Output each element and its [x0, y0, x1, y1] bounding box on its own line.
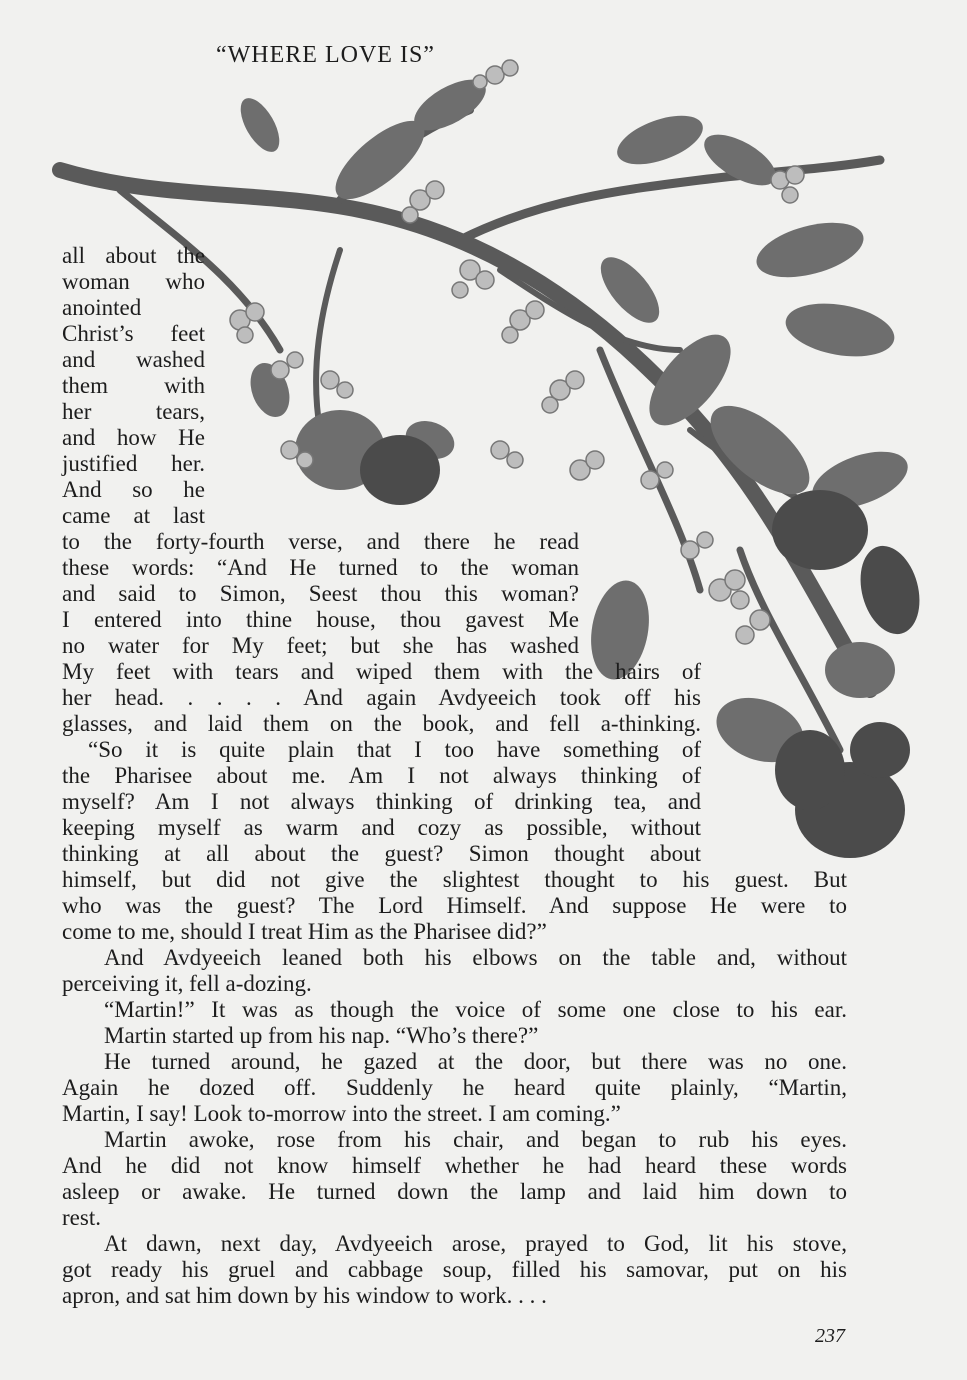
text-line: And Avdyeeich leaned both his elbows on the table and, without [104, 945, 847, 970]
text-line: anointed [62, 295, 142, 320]
text-line: no water for My feet; but she has washed [62, 633, 579, 658]
text-line: got ready his gruel and cabbage soup, filled his samovar, put on his [62, 1257, 847, 1282]
text-line: He turned around, he gazed at the door, but there was no one. [104, 1049, 847, 1074]
text-line: the Pharisee about me. Am I not always thinking of [62, 763, 701, 788]
text-line: At dawn, next day, Avdyeeich arose, prayed to God, lit his stove, [104, 1231, 847, 1256]
text-line: rest. [62, 1205, 101, 1230]
text-line: Martin, I say! Look to-morrow into the street. I am coming.” [62, 1101, 621, 1126]
text-line: Martin awoke, rose from his chair, and began to rub his eyes. [104, 1127, 847, 1152]
text-line: and washed [62, 347, 205, 372]
text-line: perceiving it, fell a-dozing. [62, 971, 312, 996]
text-line: thinking at all about the guest? Simon thought about [62, 841, 701, 866]
text-line: and how He [62, 425, 205, 450]
text-line: And he did not know himself whether he had heard these words [62, 1153, 847, 1178]
text-line: all about the [62, 243, 205, 268]
text-line: “So it is quite plain that I too have something of [88, 737, 701, 762]
text-line: woman who [62, 269, 205, 294]
text-line: these words: “And He turned to the woman [62, 555, 579, 580]
text-line: Martin started up from his nap. “Who’s there?” [104, 1023, 539, 1048]
text-line: came at last [62, 503, 205, 528]
text-line: apron, and sat him down by his window to work. . . . [62, 1283, 547, 1308]
text-line: My feet with tears and wiped them with the hairs of [62, 659, 701, 684]
text-line: who was the guest? The Lord Himself. And suppose He were to [62, 893, 847, 918]
text-line: And so he [62, 477, 205, 502]
text-line: himself, but did not give the slightest thought to his guest. But [62, 867, 847, 892]
text-line: glasses, and laid them on the book, and fell a-thinking. [62, 711, 701, 736]
text-line: Again he dozed off. Suddenly he heard quite plainly, “Martin, [62, 1075, 847, 1100]
text-line: them with [62, 373, 205, 398]
text-line: Christ’s feet [62, 321, 205, 346]
text-line: to the forty-fourth verse, and there he read [62, 529, 579, 554]
running-title: “WHERE LOVE IS” [216, 42, 435, 68]
text-line: myself? Am I not always thinking of drinking tea, and [62, 789, 701, 814]
text-line: justified her. [62, 451, 205, 476]
text-line: “Martin!” It was as though the voice of some one close to his ear. [104, 997, 847, 1022]
text-line: asleep or awake. He turned down the lamp and laid him down to [62, 1179, 847, 1204]
text-line: come to me, should I treat Him as the Pharisee did?” [62, 919, 547, 944]
text-line: and said to Simon, Seest thou this woman? [62, 581, 579, 606]
text-line: her tears, [62, 399, 205, 424]
text-line: I entered into thine house, thou gavest Me [62, 607, 579, 632]
text-line: her head. . . . . And again Avdyeeich took off his [62, 685, 701, 710]
text-line: keeping myself as warm and cozy as possible, without [62, 815, 701, 840]
page-number: 237 [815, 1325, 845, 1347]
